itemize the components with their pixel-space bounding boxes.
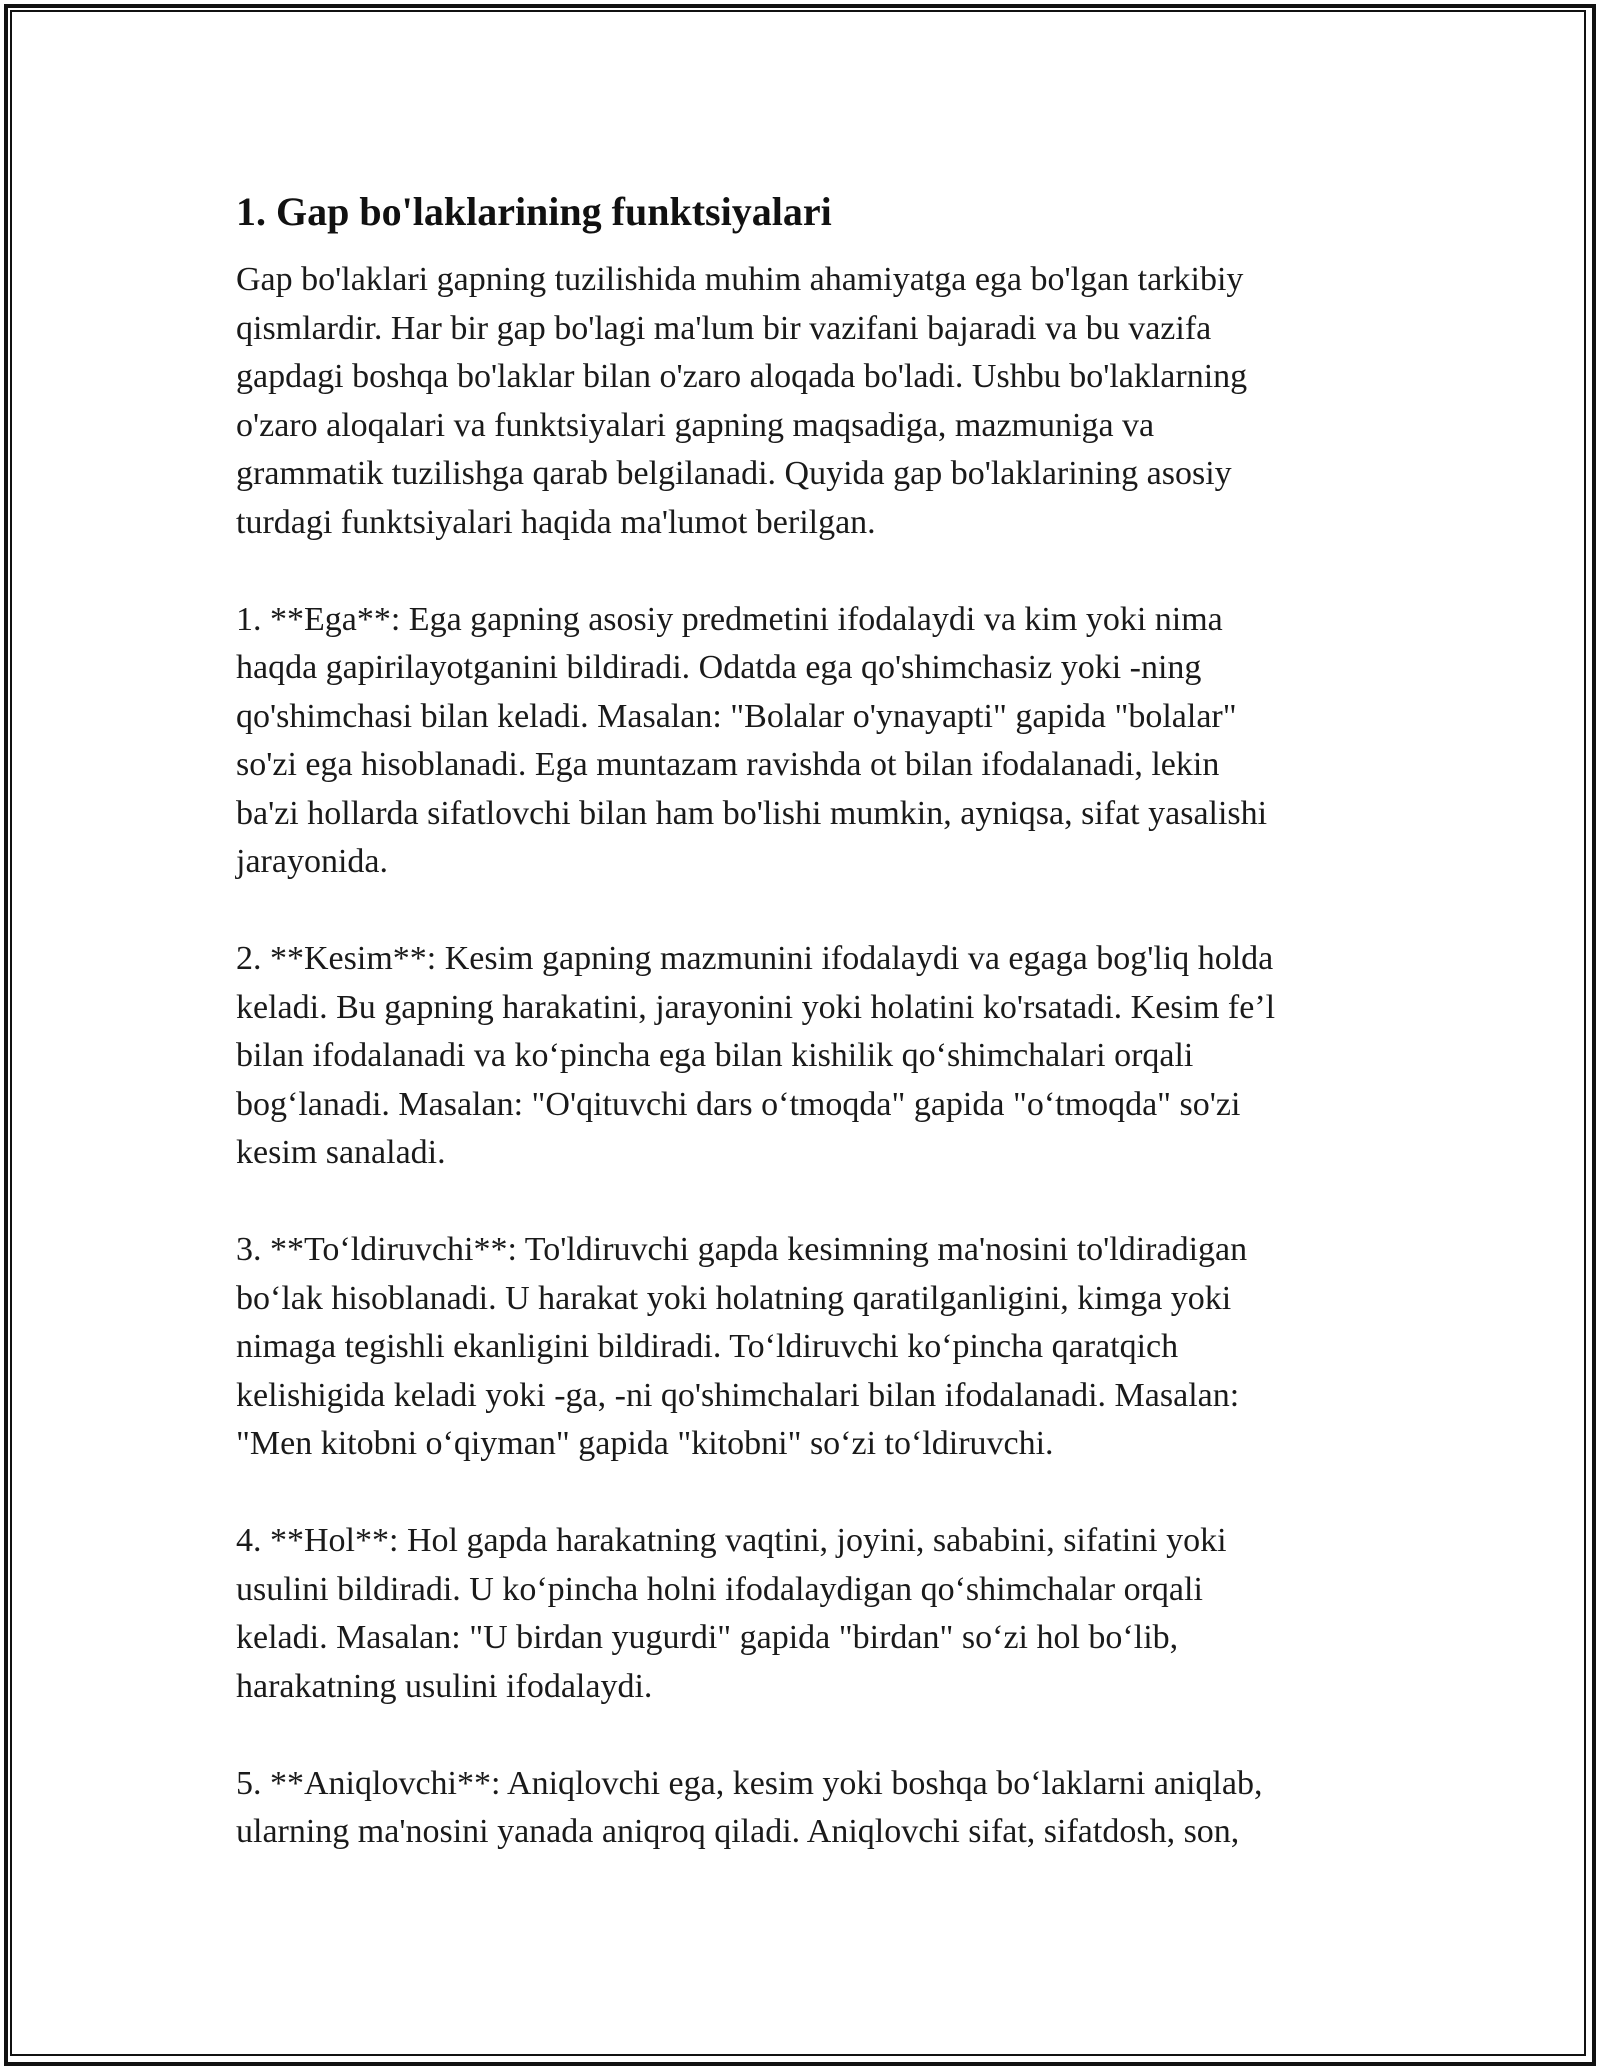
paragraph-kesim: 2. **Kesim**: Kesim gapning mazmunini ifodalaydi va egaga bog'liq holda keladi. Bu gapning harakatini, jarayonini yoki holatini ko'rsatadi. Kesim fe’l bilan ifodalanadi va ko‘pincha ega bilan kishilik qo‘shimchalari orqali bog‘lanadi. Masalan: "O'qituvchi dars o‘tmoqda" gapida "o‘tmoqda" so'zi kesim sanaladi. [236,940,1276,1171]
paragraph-ega: 1. **Ega**: Ega gapning asosiy predmetini ifodalaydi va kim yoki nima haqda gapirilayotganini bildiradi. Odatda ega qo'shimchasiz yoki -ning qo'shimchasi bilan keladi. Masalan: "Bolalar o'ynayapti" gapida "bolalar" so'zi ega hisoblanadi. Ega muntazam ravishda ot bilan ifodalanadi, lekin ba'zi hollarda sifatlovchi bilan ham bo'lishi mumkin, ayniqsa, sifat yasalishi jarayonida. [236,600,1268,880]
page-title: 1. Gap bo'laklarining funktsiyalari [236,189,832,234]
paragraph-toldiruvchi: 3. **To‘ldiruvchi**: To'ldiruvchi gapda kesimning ma'nosini to'ldiradigan bo‘lak hisoblanadi. U harakat yoki holatning qaratilganligini, kimga yoki nimaga tegishli ekanligini bildiradi. To‘ldiruvchi ko‘pincha qaratqich kelishigida keladi yoki -ga, -ni qo'shimchalari bilan ifodalanadi. Masalan: "Men kitobni o‘qiyman" gapida "kitobni" so‘zi to‘ldiruvchi. [236,1231,1248,1462]
document-body [236,186,1366,1905]
paragraph-hol: 4. **Hol**: Hol gapda harakatning vaqtini, joyini, sababini, sifatini yoki usulini bildiradi. U ko‘pincha holni ifodalaydigan qo‘shimchalar orqali keladi. Masalan: "U birdan yugurdi" gapida "birdan" so‘zi hol bo‘lib, harakatning usulini ifodalaydi. [236,1522,1227,1705]
paragraph-aniqlovchi: 5. **Aniqlovchi**: Aniqlovchi ega, kesim yoki boshqa bo‘laklarni aniqlab, ularning ma'nosini yanada aniqroq qiladi. Aniqlovchi sifat, sifatdosh, son, [236,1764,1263,1850]
paragraph-intro: Gap bo'laklari gapning tuzilishida muhim ahamiyatga ega bo'lgan tarkibiy qismlardir. Har bir gap bo'lagi ma'lum bir vazifani bajaradi va bu vazifa gapdagi boshqa bo'laklar bilan o'zaro aloqada bo'ladi. Ushbu bo'laklarning o'zaro aloqalari va funktsiyalari gapning maqsadiga, mazmuniga va grammatik tuzilishga qarab belgilanadi. Quyida gap bo'laklarining asosiy turdagi funktsiyalari haqida ma'lumot berilgan. [236,261,1248,541]
